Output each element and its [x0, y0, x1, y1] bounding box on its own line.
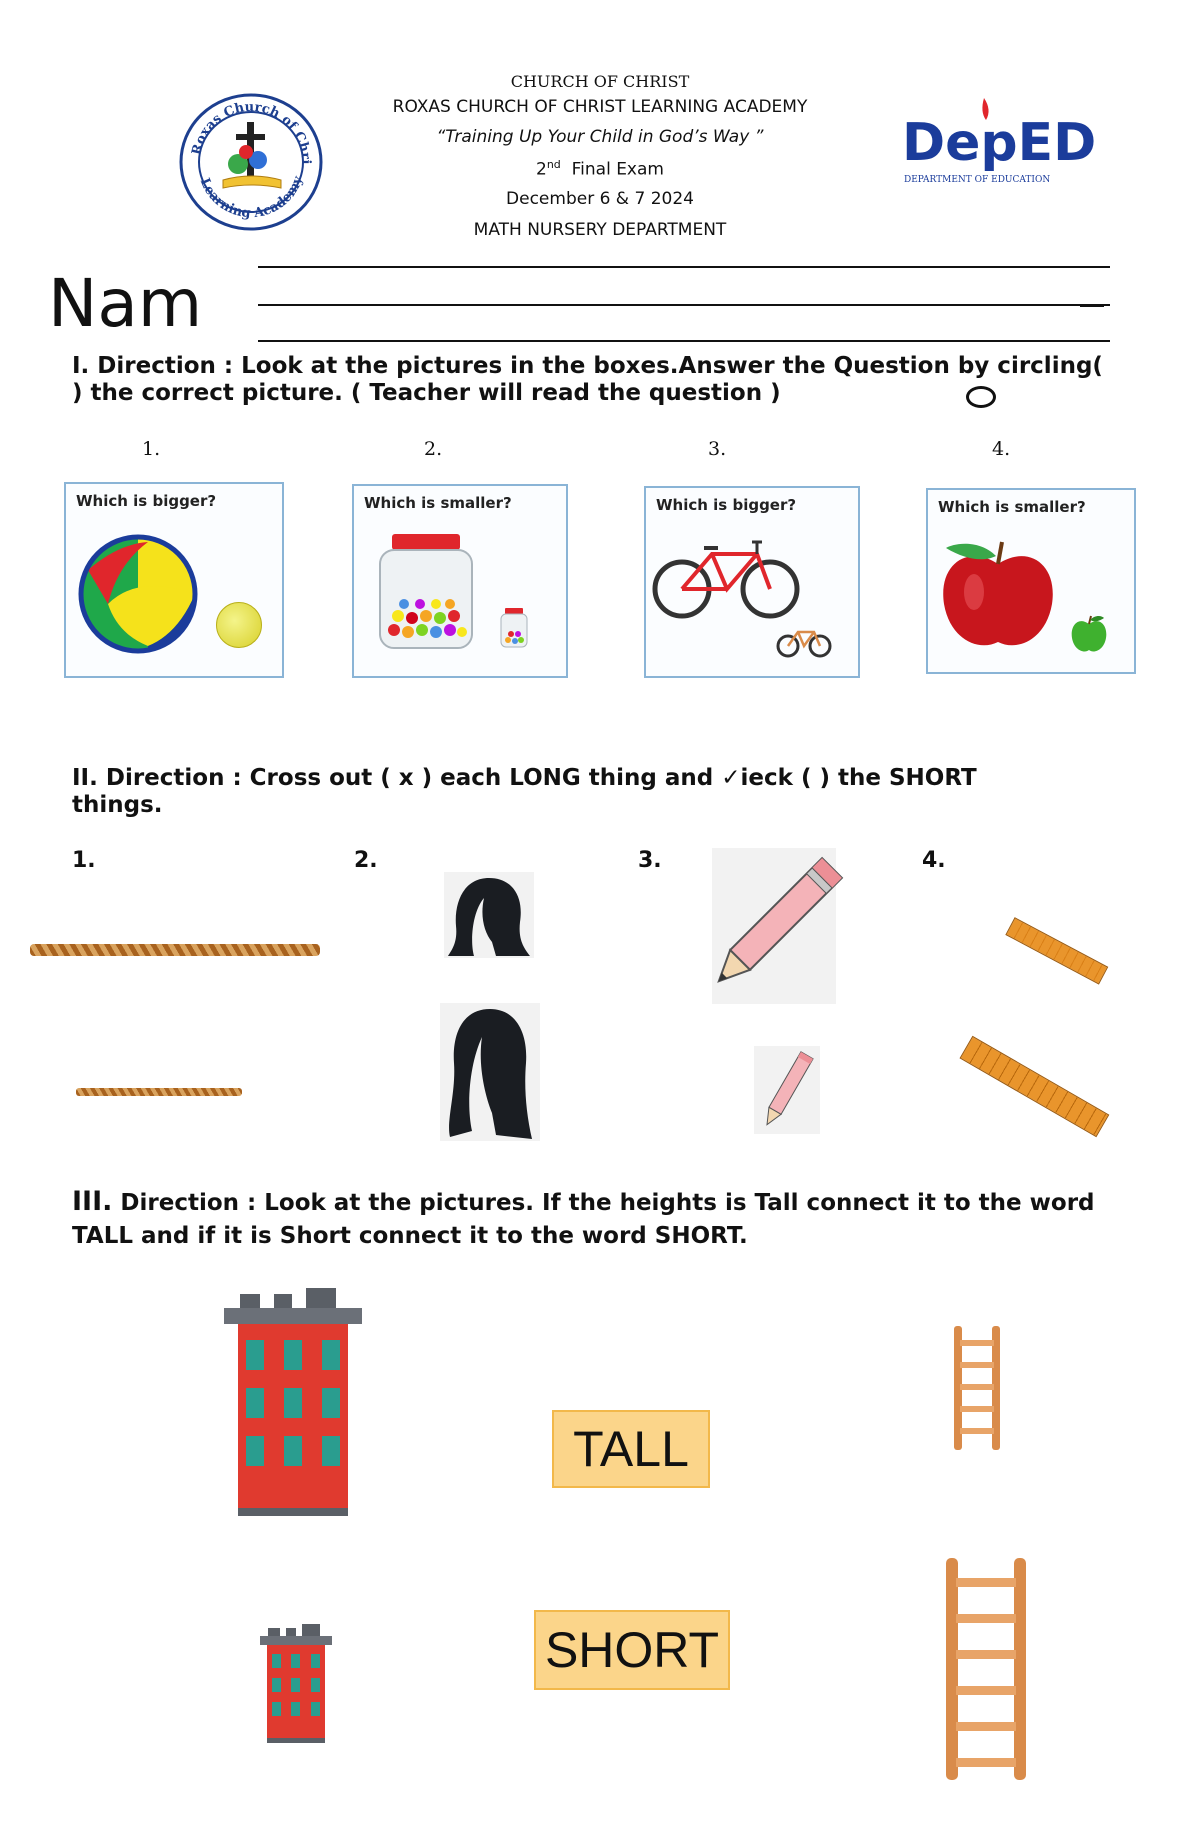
exam-ordinal-suffix: nd [546, 158, 561, 171]
small-green-apple-image[interactable] [1070, 614, 1108, 654]
section3-direction-line1 [72, 1188, 1152, 1217]
question-text-2: Which is smaller? [364, 494, 512, 512]
long-rope-image[interactable] [30, 944, 320, 956]
short-building-image[interactable] [260, 1624, 332, 1744]
long-hair-image[interactable] [440, 1003, 540, 1141]
question-box-1 [64, 482, 284, 678]
section3-direction-line2: TALL and if it is Short connect it to the word SHORT. [72, 1223, 748, 1249]
short-pencil-image[interactable] [754, 1046, 820, 1134]
big-beach-ball-image[interactable] [78, 534, 198, 654]
svg-text:DepED: DepED [902, 113, 1097, 173]
svg-text:DEPARTMENT OF EDUCATION: DEPARTMENT OF EDUCATION [904, 175, 1051, 185]
header-dates: December 6 & 7 2024 [506, 189, 694, 209]
exam-ordinal: 2 [536, 159, 547, 180]
question-text-1: Which is bigger? [76, 492, 217, 510]
section1-item-number-3: 3. [708, 438, 727, 460]
word-box-short[interactable]: SHORT [534, 1610, 730, 1690]
word-box-tall[interactable]: TALL [552, 1410, 710, 1488]
section2-item-number-3: 3. [638, 848, 662, 873]
svg-text:Roxas Church of Christ: Roxas Church of Chri [189, 99, 314, 165]
section2-item-number-4: 4. [922, 848, 946, 873]
section2-item-number-2: 2. [354, 848, 378, 873]
deped-logo [900, 92, 1097, 192]
big-bicycle-image[interactable] [652, 524, 802, 624]
exam-title-text: Final Exam [571, 159, 664, 180]
name-line-tick [1080, 304, 1104, 307]
big-red-apple-image[interactable] [938, 534, 1058, 654]
header-exam-title [330, 158, 870, 180]
small-bicycle-image[interactable] [776, 622, 832, 658]
short-rope-image[interactable] [76, 1088, 242, 1096]
short-ruler-image[interactable] [1005, 917, 1108, 984]
small-candy-jar-image[interactable] [499, 608, 529, 648]
circle-symbol-icon [966, 386, 996, 408]
header-line-church: CHURCH OF CHRIST [510, 72, 690, 91]
question-text-3: Which is bigger? [656, 496, 797, 514]
section1-item-number-4: 4. [992, 438, 1011, 460]
header-motto: “Training Up Your Child in God’s Way ” [436, 127, 764, 147]
svg-text:Learning Academy: Learning Academy [196, 174, 306, 222]
name-line-1[interactable] [258, 266, 1110, 268]
question-box-4 [926, 488, 1136, 674]
section1-direction-line2: ) the correct picture. ( Teacher will read the question ) [72, 380, 781, 406]
long-pencil-image[interactable] [712, 848, 836, 1004]
tall-ladder-image[interactable] [944, 1558, 1028, 1780]
section2-item-number-1: 1. [72, 848, 96, 873]
question-text-4: Which is smaller? [938, 498, 1086, 516]
section1-item-number-2: 2. [424, 438, 443, 460]
name-line-2[interactable] [258, 304, 1110, 306]
school-seal-logo [178, 92, 324, 232]
section1-direction-line1: I. Direction : Look at the pictures in the boxes.Answer the Question by circling( [72, 353, 1103, 379]
big-candy-jar-image[interactable] [376, 534, 476, 650]
short-ladder-image[interactable] [952, 1326, 1002, 1450]
section2-direction-line1: II. Direction : Cross out ( x ) each LONG thing and ✓ieck ( ) the SHORT [72, 765, 977, 791]
small-tennis-ball-image[interactable] [216, 602, 262, 648]
section2-direction-line2: things. [72, 792, 163, 818]
tall-building-image[interactable] [224, 1288, 362, 1516]
header-department: MATH NURSERY DEPARTMENT [473, 220, 727, 240]
section1-item-number-1: 1. [142, 438, 161, 460]
header-line-school: ROXAS CHURCH OF CHRIST LEARNING ACADEMY [392, 97, 808, 117]
section3-direction-text: Direction : Look at the pictures. If the heights is Tall connect it to the word [120, 1190, 1095, 1216]
name-line-3[interactable] [258, 340, 1110, 342]
question-box-2 [352, 484, 568, 678]
short-hair-image[interactable] [444, 872, 534, 958]
long-ruler-image[interactable] [960, 1036, 1110, 1138]
question-box-3 [644, 486, 860, 678]
section3-direction-number: III. [72, 1186, 113, 1217]
name-label: Nam [48, 265, 203, 342]
